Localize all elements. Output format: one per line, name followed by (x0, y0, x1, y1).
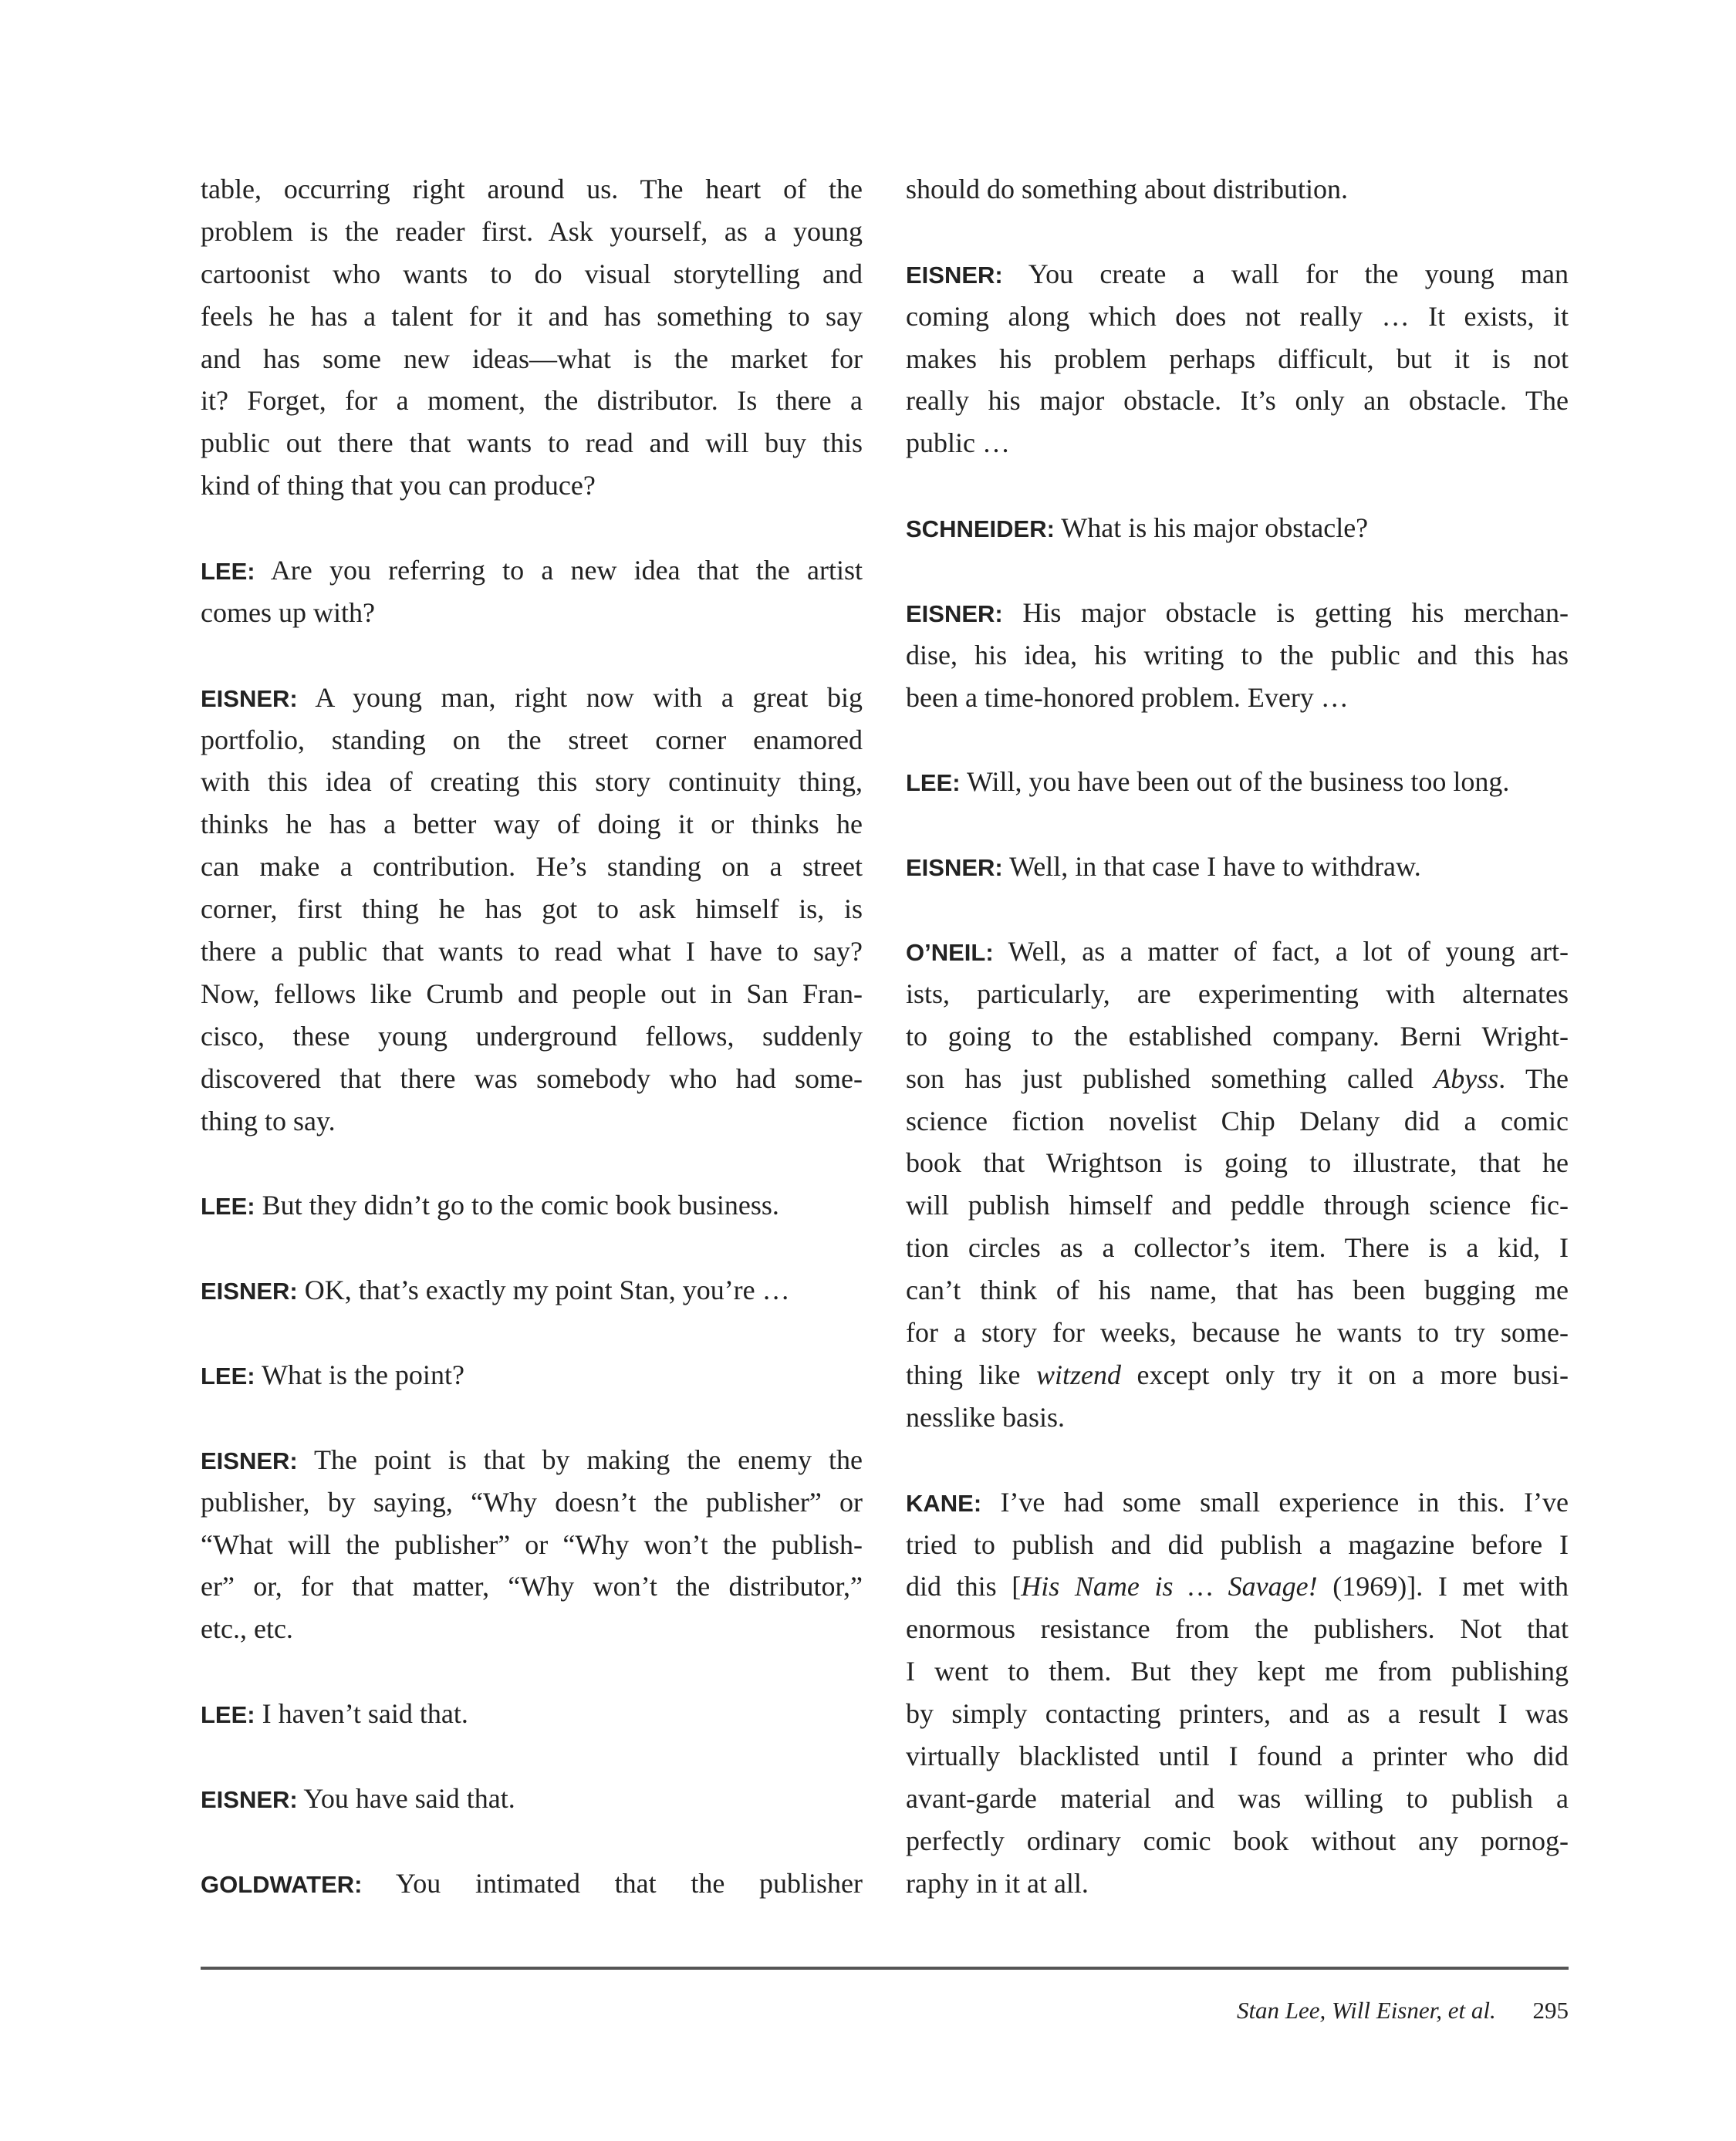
line-text: Now, fellows like Crumb and people out in San Fran- (201, 978, 863, 1009)
text-line (906, 846, 1569, 888)
dialogue-paragraph (201, 1693, 863, 1735)
text-line (906, 1100, 1569, 1143)
line-text: I went to them. But they kept me from publishing (906, 1656, 1569, 1687)
line-text: really his major obstacle. It’s only an obstacle. The (906, 385, 1569, 417)
text-line (906, 422, 1569, 464)
line-text: You intimated that the publisher (395, 1867, 863, 1899)
line-text: thing to say. (201, 1105, 336, 1136)
italic-title: Abyss (1434, 1062, 1499, 1094)
line-text: dise, his idea, his writing to the public and this has (906, 639, 1569, 670)
text-line (201, 1100, 863, 1143)
dialogue-paragraph (906, 761, 1569, 803)
line-text: to going to the established company. Berni Wright- (906, 1020, 1569, 1052)
text-line (906, 1820, 1569, 1862)
line-text: A young man, right now with a great big (315, 681, 863, 713)
text-line (201, 549, 863, 592)
text-line (906, 1524, 1569, 1566)
text-line (201, 677, 863, 719)
text-line (201, 1481, 863, 1524)
line-text: feels he has a talent for it and has something to say (201, 300, 863, 332)
line-text: except only try it on a more busi- (1121, 1359, 1569, 1390)
text-line (201, 1354, 863, 1396)
line-text: cartoonist who wants to do visual storytelling and (201, 258, 863, 289)
line-text: table, occurring right around us. The heart of the (201, 174, 863, 204)
text-line (906, 973, 1569, 1015)
line-text: discovered that there was somebody who had some- (201, 1062, 863, 1094)
dialogue-paragraph (906, 846, 1569, 888)
left-column (201, 168, 863, 1947)
line-text: with this idea of creating this story continuity thing, (201, 766, 863, 798)
line-text: should do something about distribution. (906, 174, 1348, 204)
text-line (201, 211, 863, 253)
text-line (906, 930, 1569, 973)
line-text: portfolio, standing on the street corner enamored (201, 724, 863, 755)
text-line (201, 1524, 863, 1566)
text-line (906, 380, 1569, 422)
text-line (906, 338, 1569, 380)
text-line (906, 1650, 1569, 1693)
text-line (201, 1565, 863, 1608)
speaker-label: LEE: (201, 1362, 255, 1390)
line-text: public out there that wants to read and will buy this (201, 427, 863, 459)
speaker-label: GOLDWATER: (201, 1870, 363, 1898)
dialogue-paragraph (201, 677, 863, 1143)
text-line (906, 1481, 1569, 1524)
dialogue-paragraph (906, 1481, 1569, 1905)
speaker-label: LEE: (201, 1701, 255, 1729)
line-text: What is his major obstacle? (1061, 512, 1369, 544)
text-line (906, 1184, 1569, 1227)
line-text: did this [ (906, 1571, 1022, 1602)
text-line (201, 803, 863, 846)
page-footer (1237, 1997, 1569, 2024)
text-line (201, 464, 863, 507)
line-text: perfectly ordinary comic book without any pornog- (906, 1825, 1569, 1856)
right-column (906, 168, 1569, 1947)
line-text: thinks he has a better way of doing it or thinks he (201, 809, 863, 840)
line-text: (1969)]. I met with (1317, 1571, 1569, 1602)
text-line (906, 507, 1569, 549)
dialogue-paragraph (201, 1354, 863, 1396)
line-text: Well, in that case I have to withdraw. (1009, 851, 1421, 883)
text-line (906, 761, 1569, 803)
text-paragraph (201, 168, 863, 507)
line-text: tried to publish and did publish a magazine before I (906, 1528, 1569, 1560)
speaker-label: EISNER: (201, 684, 298, 712)
line-text: “What will the publisher” or “Why won’t the publish- (201, 1528, 863, 1560)
speaker-label: EISNER: (201, 1785, 298, 1813)
dialogue-paragraph (201, 549, 863, 634)
line-text: for a story for weeks, because he wants to try some- (906, 1317, 1569, 1349)
line-text: avant-garde material and was willing to publish a (906, 1782, 1569, 1814)
dialogue-paragraph (906, 507, 1569, 549)
line-text: raphy in it at all. (906, 1867, 1089, 1899)
text-line (201, 1693, 863, 1735)
text-line (906, 1778, 1569, 1820)
line-text: tion circles as a collector’s item. There is a kid, I (906, 1232, 1569, 1264)
text-line (906, 677, 1569, 719)
line-text: er” or, for that matter, “Why won’t the distributor,” (201, 1571, 863, 1602)
speaker-label: LEE: (201, 1193, 255, 1221)
line-text: You create a wall for the young man (1028, 258, 1569, 289)
text-line (201, 253, 863, 295)
line-text: virtually blacklisted until I found a printer who did (906, 1740, 1569, 1771)
text-line (201, 930, 863, 973)
text-line (201, 1015, 863, 1058)
text-line (906, 634, 1569, 677)
text-line (201, 1778, 863, 1820)
footer-rule (201, 1967, 1569, 1970)
text-line (906, 1015, 1569, 1058)
text-line (201, 168, 863, 211)
text-line (906, 168, 1569, 211)
text-line (201, 888, 863, 930)
text-line (906, 1312, 1569, 1354)
text-line (201, 1439, 863, 1481)
text-line (906, 295, 1569, 338)
text-line (906, 1693, 1569, 1735)
text-line (906, 1227, 1569, 1269)
line-text: Are you referring to a new idea that the artist (270, 555, 863, 586)
speaker-label: EISNER: (201, 1447, 298, 1474)
text-line (201, 761, 863, 803)
text-line (201, 338, 863, 380)
line-text: will publish himself and peddle through science fic- (906, 1190, 1569, 1221)
text-line (201, 846, 863, 888)
dialogue-paragraph (201, 1184, 863, 1227)
line-text: I haven’t said that. (262, 1698, 468, 1730)
speaker-label: EISNER: (906, 261, 1003, 289)
italic-title: witzend (1036, 1359, 1122, 1390)
line-text: public … (906, 427, 1010, 459)
text-line (201, 719, 863, 762)
speaker-label: EISNER: (906, 854, 1003, 882)
speaker-label: EISNER: (906, 599, 1003, 627)
text-line (906, 1142, 1569, 1184)
dialogue-paragraph (201, 1862, 863, 1905)
line-text: cisco, these young underground fellows, suddenly (201, 1020, 863, 1052)
line-text: book that Wrightson is going to illustrate, that he (906, 1147, 1569, 1179)
dialogue-paragraph (201, 1778, 863, 1820)
text-line (906, 1608, 1569, 1650)
text-line (906, 1269, 1569, 1312)
line-text: nesslike basis. (906, 1401, 1065, 1433)
text-line (906, 1735, 1569, 1778)
text-line (906, 592, 1569, 634)
text-line (201, 592, 863, 634)
text-paragraph (906, 168, 1569, 211)
line-text: comes up with? (201, 596, 375, 628)
text-line (906, 1565, 1569, 1608)
line-text: etc., etc. (201, 1613, 293, 1645)
speaker-label: LEE: (906, 769, 961, 797)
line-text: coming along which does not really … It exists, it (906, 300, 1569, 332)
line-text: been a time-honored problem. Every … (906, 681, 1349, 713)
text-line (906, 1396, 1569, 1439)
speaker-label: SCHNEIDER: (906, 515, 1055, 543)
dialogue-paragraph (906, 592, 1569, 719)
dialogue-paragraph (201, 1439, 863, 1650)
line-text: problem is the reader first. Ask yourself, as a young (201, 215, 863, 247)
page-number: 295 (1532, 1997, 1569, 2024)
line-text: thing like (906, 1359, 1037, 1390)
line-text: there a public that wants to read what I have to say? (201, 936, 863, 968)
line-text: Will, you have been out of the business too long. (966, 766, 1510, 798)
speaker-label: EISNER: (201, 1278, 298, 1305)
text-line (201, 1862, 863, 1905)
speaker-label: LEE: (201, 558, 255, 586)
line-text: can’t think of his name, that has been bugging me (906, 1275, 1569, 1306)
line-text: can make a contribution. He’s standing on a street (201, 851, 863, 883)
dialogue-paragraph (201, 1269, 863, 1312)
line-text: ists, particularly, are experimenting with alternates (906, 978, 1569, 1009)
text-line (906, 253, 1569, 295)
line-text: corner, first thing he has got to ask himself is, is (201, 893, 863, 925)
line-text: son has just published something called (906, 1062, 1434, 1094)
text-line (201, 422, 863, 464)
line-text: kind of thing that you can produce? (201, 470, 596, 501)
text-line (201, 380, 863, 422)
text-line (201, 1184, 863, 1227)
line-text: You have said that. (303, 1782, 515, 1814)
text-line (906, 1354, 1569, 1396)
line-text: His major obstacle is getting his merchan- (1022, 596, 1569, 628)
text-line (201, 1058, 863, 1100)
line-text: OK, that’s exactly my point Stan, you’re … (304, 1275, 790, 1306)
line-text: publisher, by saying, “Why doesn’t the publisher” or (201, 1486, 863, 1518)
italic-title: His Name is … Savage! (1021, 1571, 1318, 1602)
line-text: enormous resistance from the publishers. Not that (906, 1613, 1569, 1645)
line-text: it? Forget, for a moment, the distributor. Is there a (201, 385, 863, 417)
line-text: The point is that by making the enemy the (314, 1444, 863, 1475)
dialogue-paragraph (906, 930, 1569, 1439)
text-line (906, 1058, 1569, 1100)
line-text: I’ve had some small experience in this. I’ve (1000, 1486, 1569, 1518)
line-text: makes his problem perhaps difficult, but it is not (906, 343, 1569, 374)
line-text: by simply contacting printers, and as a result I was (906, 1698, 1569, 1730)
dialogue-paragraph (906, 253, 1569, 464)
text-line (201, 1608, 863, 1650)
running-title: Stan Lee, Will Eisner, et al. (1236, 1997, 1496, 2024)
text-line (201, 295, 863, 338)
speaker-label: KANE: (906, 1489, 982, 1517)
line-text: What is the point? (261, 1359, 464, 1390)
line-text: But they didn’t go to the comic book business. (262, 1190, 779, 1221)
speaker-label: O’NEIL: (906, 939, 994, 967)
line-text: Well, as a matter of fact, a lot of young art- (1008, 936, 1569, 968)
line-text: science fiction novelist Chip Delany did a comic (906, 1105, 1569, 1136)
line-text: and has some new ideas—what is the market for (201, 343, 863, 374)
text-line (201, 1269, 863, 1312)
text-line (201, 973, 863, 1015)
line-text: . The (1498, 1062, 1569, 1094)
text-line (906, 1862, 1569, 1905)
